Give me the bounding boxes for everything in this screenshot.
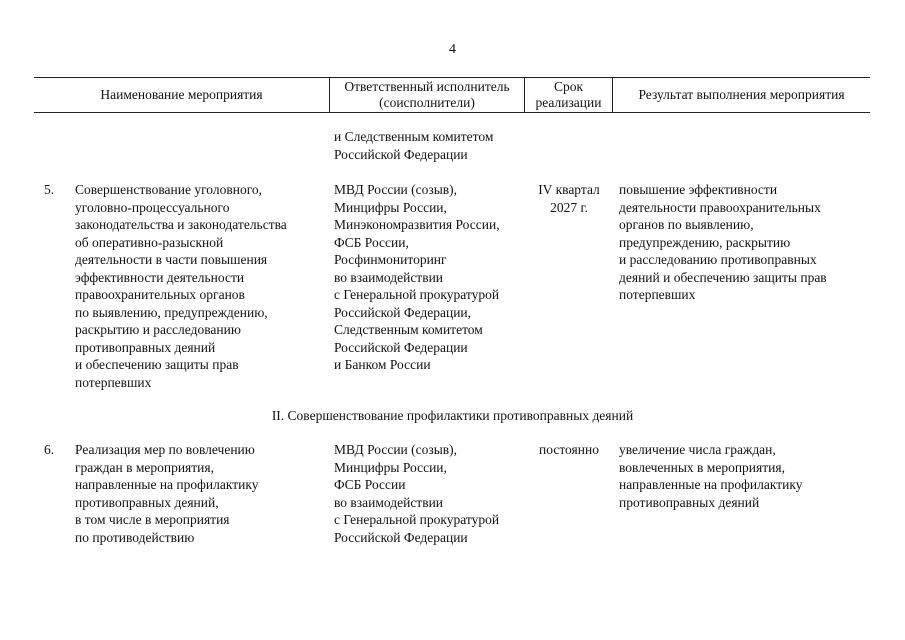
row-5-responsible: МВД России (созыв), Минцифры России, Минэкономразвития России, ФСБ России, Росфинмониторинг во взаимодействии с Генеральной прокуратурой Российской Федерации, Следственным комитетом Российской Федерации и Банком России (334, 182, 500, 372)
row-5-term: IV квартал 2027 г. (538, 182, 600, 215)
row-6-number: 6. (44, 442, 55, 457)
row-6-term: постоянно (539, 442, 599, 457)
row-6-responsible: МВД России (созыв), Минцифры России, ФСБ России во взаимодействии с Генеральной прокуратурой Российской Федерации (334, 442, 500, 545)
header-result: Результат выполнения мероприятия (638, 87, 845, 102)
section-title: II. Совершенствование профилактики противоправных деяний (271, 408, 634, 423)
header-responsible: Ответственный исполнитель (соисполнители) (344, 79, 510, 110)
row-5-result: повышение эффективности деятельности правоохранительных органов по выявлению, предупреждению, раскрытию и расследованию противоправных деяний и обеспечению защиты прав потерпевших (619, 182, 827, 302)
header-bottom-rule (34, 112, 870, 113)
header-term: Срок реализации (535, 79, 602, 110)
page-number: 4 (449, 42, 456, 57)
row-6-name: Реализация мер по вовлечению граждан в мероприятия, направленные на профилактику противоправных деяний, в том числе в мероприятия по противодействию (75, 442, 259, 545)
row-5-number: 5. (44, 182, 55, 197)
row-5-name: Совершенствование уголовного, уголовно-процессуального законодательства и законодательства об оперативно-разыскной деятельности в части повышения эффективности деятельности правоохранительных органов по выявлению, предупреждению, раскрытию и расследованию противоправных деяний и обеспечению защиты прав потерпевших (75, 182, 287, 390)
continuation-responsible: и Следственным комитетом Российской Федерации (334, 129, 494, 162)
row-6-result: увеличение числа граждан, вовлеченных в мероприятия, направленные на профилактику противоправных деяний (619, 442, 803, 510)
header-name: Наименование мероприятия (100, 87, 263, 102)
